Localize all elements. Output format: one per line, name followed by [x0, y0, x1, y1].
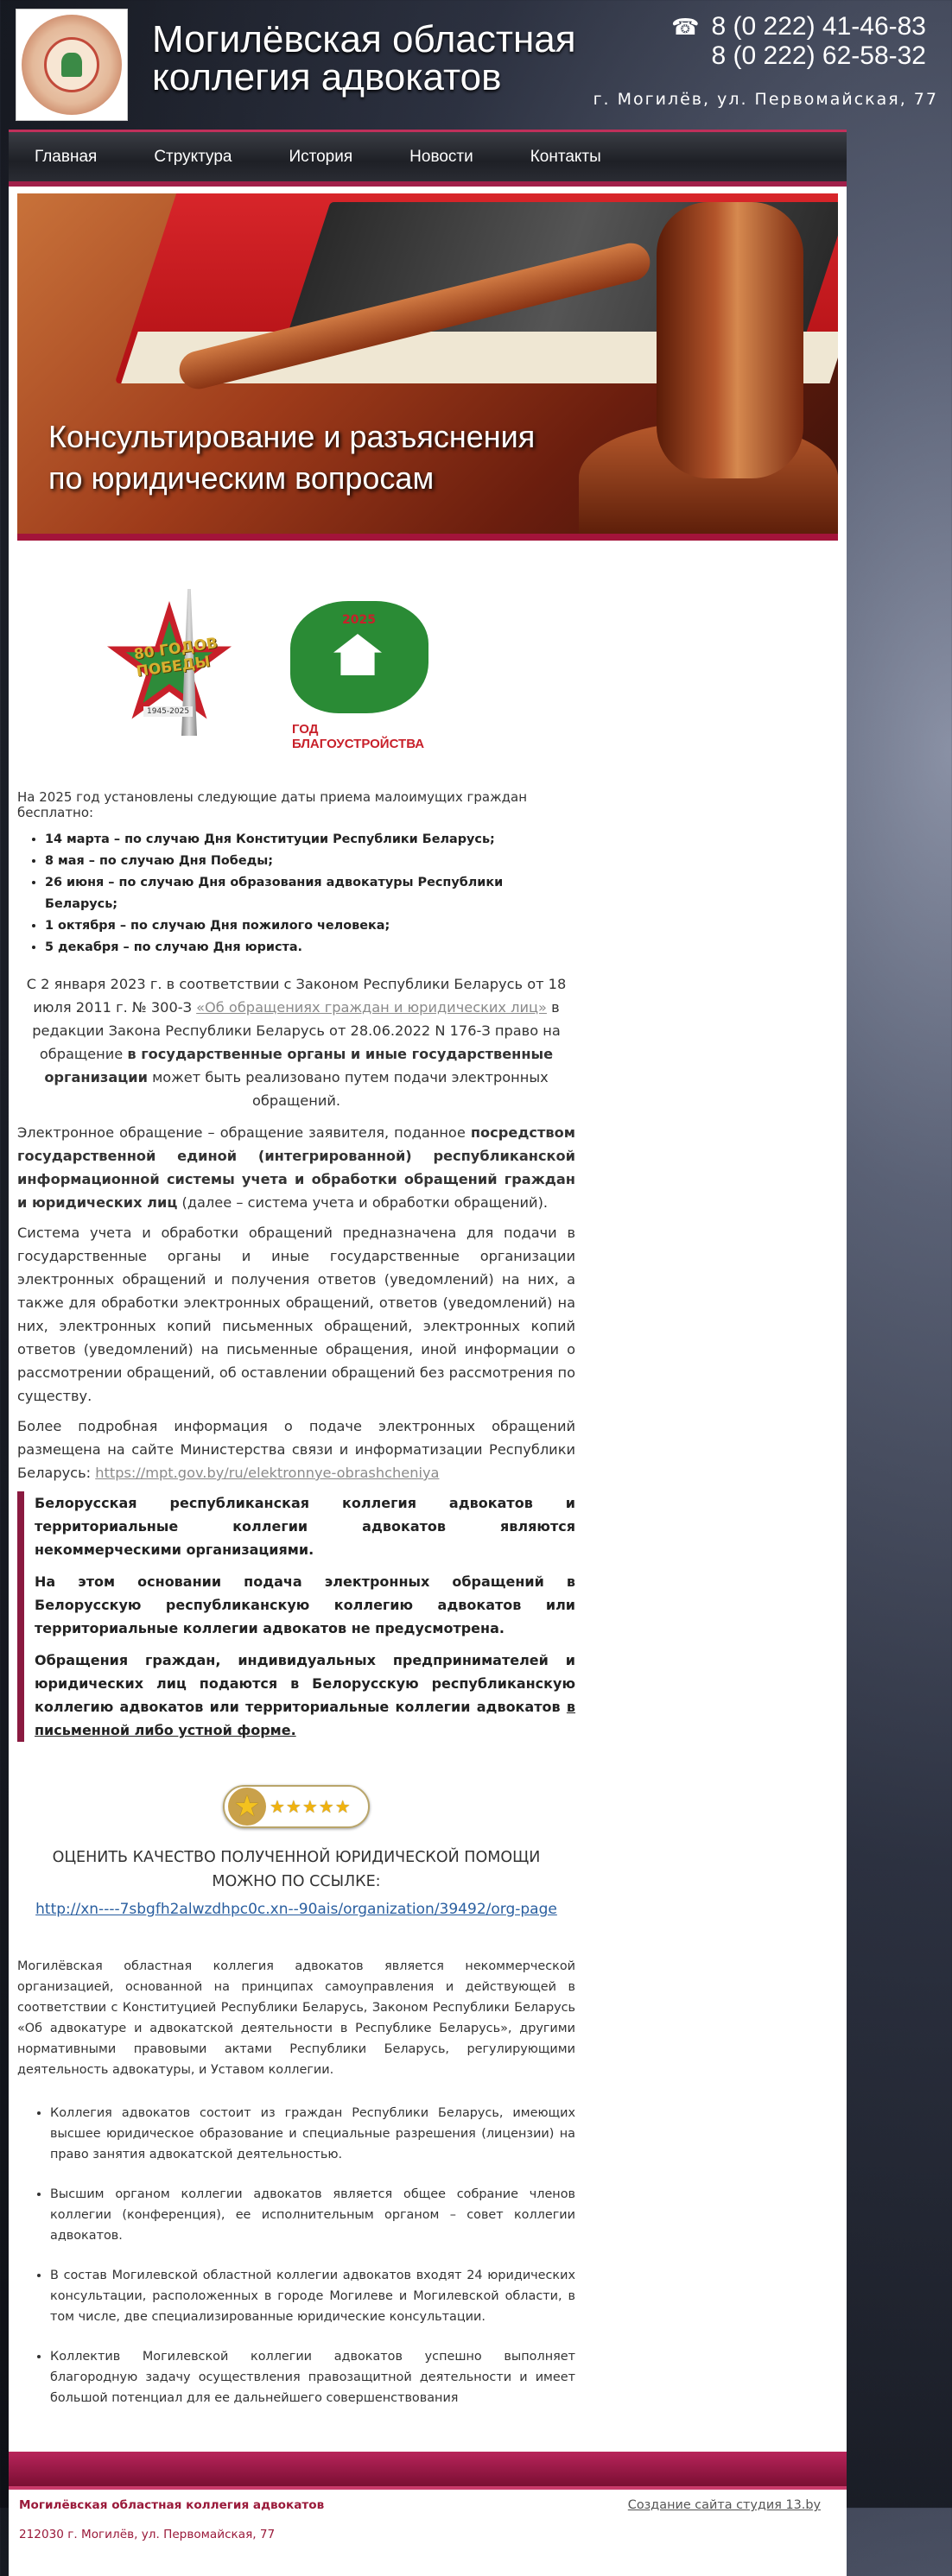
list-item: • 8 мая – по случаю Дня Победы;: [45, 851, 575, 872]
studio-credit-link[interactable]: Создание сайта студия 13.by: [627, 2498, 821, 2512]
nav-home[interactable]: Главная: [35, 147, 98, 166]
footer-org-name: Могилёвская областная коллегия адвокатов: [19, 2498, 325, 2512]
law-text-2: в редакции Закона Республики Беларусь от 28.06.2022 N 176-З право на обращение: [32, 999, 561, 1062]
about-list: [17, 2103, 575, 2408]
non-profit-notice: [17, 1491, 575, 1742]
law-text-1: С 2 января 2023 г. в соответствии с Законом Республики Беларусь от 18 июля 2011 г. № 300-З: [26, 976, 567, 1016]
electronic-paragraph: [17, 1121, 575, 1214]
list-item: • Коллегия адвокатов состоит из граждан Республики Беларусь, имеющих высшее юридическое образование и специальные разрешения (лицензии) на право занятия адвокатской деятельностью.: [50, 2103, 575, 2165]
list-item: • Высшим органом коллегии адвокатов является общее собрание членов коллегии (конференция), ее исполнительным органом – совет коллегии адвокатов.: [50, 2184, 575, 2246]
victory-80-badge[interactable]: [100, 589, 238, 743]
law-text-bold: в государственные органы и иные государственные организации: [44, 1046, 554, 1085]
rating-link[interactable]: http://xn----7sbgfh2alwzdhpc0c.xn--90ais/organization/39492/org-page: [35, 1901, 557, 1918]
site-title: [152, 18, 576, 98]
nav-history[interactable]: История: [289, 147, 353, 166]
house-label: ГОД БЛАГОУСТРОЙСТВА: [292, 722, 425, 751]
nav-news[interactable]: Новости: [409, 147, 473, 166]
footer-band: [9, 2452, 847, 2490]
phone-2[interactable]: 8 (0 222) 62-58-32: [711, 41, 926, 70]
hero-banner: [17, 193, 838, 541]
coat-of-arms-icon: [22, 15, 122, 115]
electronic-text-2: (далее – система учета и обработки обращений).: [177, 1194, 549, 1211]
notice-p3: [35, 1649, 575, 1742]
nav-structure[interactable]: Структура: [154, 147, 232, 166]
five-stars-icon: ★★★★★: [270, 1796, 352, 1817]
list-item: • 5 декабря – по случаю Дня юриста.: [45, 937, 575, 959]
law-paragraph: [17, 972, 575, 1112]
more-info-text: Более подробная информация о подаче электронных обращений размещена на сайте Министерства связи и информатизации Республики Беларусь:: [17, 1418, 575, 1481]
main-nav: [9, 130, 847, 187]
rating-stars[interactable]: [223, 1785, 370, 1828]
nav-contacts[interactable]: Контакты: [530, 147, 601, 166]
title-line-2: коллегия адвокатов: [152, 56, 502, 98]
notice-p1: Белорусская республиканская коллегия адвокатов и территориальные коллегии адвокатов являются некоммерческими организациями.: [35, 1495, 575, 1558]
law-link[interactable]: «Об обращениях граждан и юридических лиц»: [196, 999, 547, 1016]
title-line-1: Могилёвская областная: [152, 18, 576, 60]
about-paragraph: Могилёвская областная коллегия адвокатов является некоммерческой организацией, основанной на принципах самоуправления и действующей в соответствии с Конституцией Республики Беларусь, Законом Республики Беларусь «Об адвокатуре и адвокатской деятельности в Республике Беларусь», другими нормативными правовыми актами Республики Беларусь, регулирующими деятельность адвокатуры, и Уставом коллегии.: [17, 1959, 575, 2077]
phone-icon: ☎: [671, 14, 700, 40]
electronic-text-1: Электронное обращение – обращение заявителя, поданное: [17, 1124, 471, 1141]
star-icon: ★: [228, 1788, 266, 1826]
free-reception-dates: [17, 829, 575, 959]
notice-p3-underline: в письменной либо устной форме.: [35, 1699, 575, 1738]
banner-line-1: Консультирование и разъяснения: [48, 419, 536, 454]
banner-line-2: по юридическим вопросам: [48, 460, 435, 496]
page-container: [9, 130, 847, 2576]
gavel-icon: [657, 202, 803, 478]
electronic-text-bold: посредством государственной единой (интегрированной) республиканской информационной системы учета и обработки обращений граждан и юридических лиц: [17, 1124, 575, 1211]
victory-years: 1945-2025: [143, 706, 193, 717]
header-address: г. Могилёв, ул. Первомайская, 77: [593, 90, 938, 109]
list-item: • 26 июня – по случаю Дня образования адвокатуры Республики Беларусь;: [45, 872, 575, 915]
victory-label: 80 ГОДОВ ПОБЕДЫ: [132, 634, 219, 681]
list-item: • 1 октября – по случаю Дня пожилого человека;: [45, 915, 575, 937]
footer-address: 212030 г. Могилёв, ул. Первомайская, 77: [19, 2528, 276, 2541]
house-year: 2025: [342, 613, 376, 627]
mpt-link[interactable]: https://mpt.gov.by/ru/elektronnye-obrashcheniya: [95, 1465, 440, 1481]
rating-widget[interactable]: [17, 1785, 575, 1828]
site-logo[interactable]: [16, 9, 128, 121]
list-item: • Коллектив Могилевской коллегии адвокатов успешно выполняет благородную задачу осуществления правозащитной деятельности и имеет большой потенциал для ее дальнейшего совершенствования: [50, 2346, 575, 2408]
main-content: [9, 584, 575, 2408]
header-phones: [671, 12, 926, 71]
rating-title: ОЦЕНИТЬ КАЧЕСТВО ПОЛУЧЕННОЙ ЮРИДИЧЕСКОЙ ПОМОЩИ МОЖНО ПО ССЫЛКЕ:: [52, 1849, 541, 1890]
phone-1[interactable]: 8 (0 222) 41-46-83: [711, 12, 926, 41]
more-info-paragraph: [17, 1415, 575, 1484]
law-text-3: может быть реализовано путем подачи электронных обращений.: [147, 1069, 549, 1109]
notice-p3-text: Обращения граждан, индивидуальных предпринимателей и юридических лиц подаются в Белорусскую республиканскую коллегию адвокатов или территориальные коллегии адвокатов: [35, 1652, 575, 1715]
year-of-improvement-badge[interactable]: [282, 584, 437, 751]
badges-row: [100, 584, 575, 751]
banner-caption: [48, 416, 535, 499]
free-reception-intro: На 2025 год установлены следующие даты приема малоимущих граждан бесплатно:: [17, 789, 528, 820]
list-item: • 14 марта – по случаю Дня Конституции Республики Беларусь;: [45, 829, 575, 851]
list-item: • В состав Могилевской областной коллегии адвокатов входят 24 юридических консультации, расположенных в городе Могилеве и Могилевской области, в том числе, две специализированные юридические консультации.: [50, 2265, 575, 2327]
system-paragraph: Система учета и обработки обращений предназначена для подачи в государственные органы и иные государственные организации электронных обращений и получения ответов (уведомлений) на них, а также для обработки электронных обращений, ответов (уведомлений) на них, электронных копий письменных обращений, электронных копий ответов (уведомлений) на письменные обращения, иной информации о рассмотрении обращений, об оставлении обращений без рассмотрения по существу.: [17, 1225, 575, 1404]
notice-p2: На этом основании подача электронных обращений в Белорусскую республиканскую коллегию адвокатов или территориальные коллегии адвокатов не предусмотрена.: [35, 1573, 575, 1636]
footer: [9, 2490, 847, 2576]
